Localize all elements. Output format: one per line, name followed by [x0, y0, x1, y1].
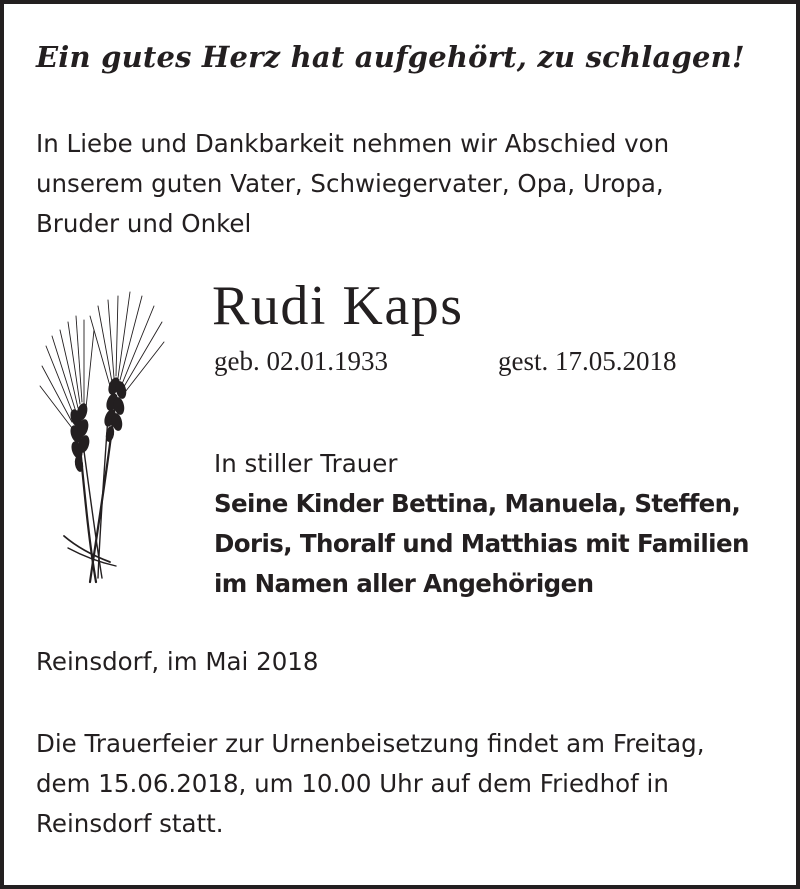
deceased-name: Rudi Kaps — [212, 275, 464, 337]
mourners-line: Doris, Thoralf und Matthias mit Familien — [214, 529, 749, 558]
wheat-ears-icon — [38, 286, 168, 586]
mourning-heading: In stiller Trauer — [214, 449, 398, 478]
intro-text — [36, 124, 776, 244]
place-date-text: Reinsdorf, im Mai 2018 — [36, 647, 319, 676]
intro-line: In Liebe und Dankbarkeit nehmen wir Abschied von — [36, 129, 670, 158]
birth-date: geb. 02.01.1933 — [214, 346, 388, 376]
place-date — [36, 642, 776, 682]
intro-line: unserem guten Vater, Schwiegervater, Opa, Uropa, — [36, 169, 664, 198]
ceremony-line: Reinsdorf statt. — [36, 809, 224, 838]
mourners-line: Seine Kinder Bettina, Manuela, Steffen, — [214, 489, 741, 518]
ceremony-info — [36, 724, 776, 844]
death-date: gest. 17.05.2018 — [498, 346, 677, 376]
headline: Ein gutes Herz hat aufgehört, zu schlagen! — [36, 40, 745, 74]
ceremony-line: Die Trauerfeier zur Urnenbeisetzung findet am Freitag, — [36, 729, 705, 758]
mourners-line: im Namen aller Angehörigen — [214, 569, 594, 598]
intro-line: Bruder und Onkel — [36, 209, 252, 238]
ceremony-line: dem 15.06.2018, um 10.00 Uhr auf dem Friedhof in — [36, 769, 669, 798]
mourners-block — [214, 444, 794, 604]
life-dates — [214, 346, 677, 377]
